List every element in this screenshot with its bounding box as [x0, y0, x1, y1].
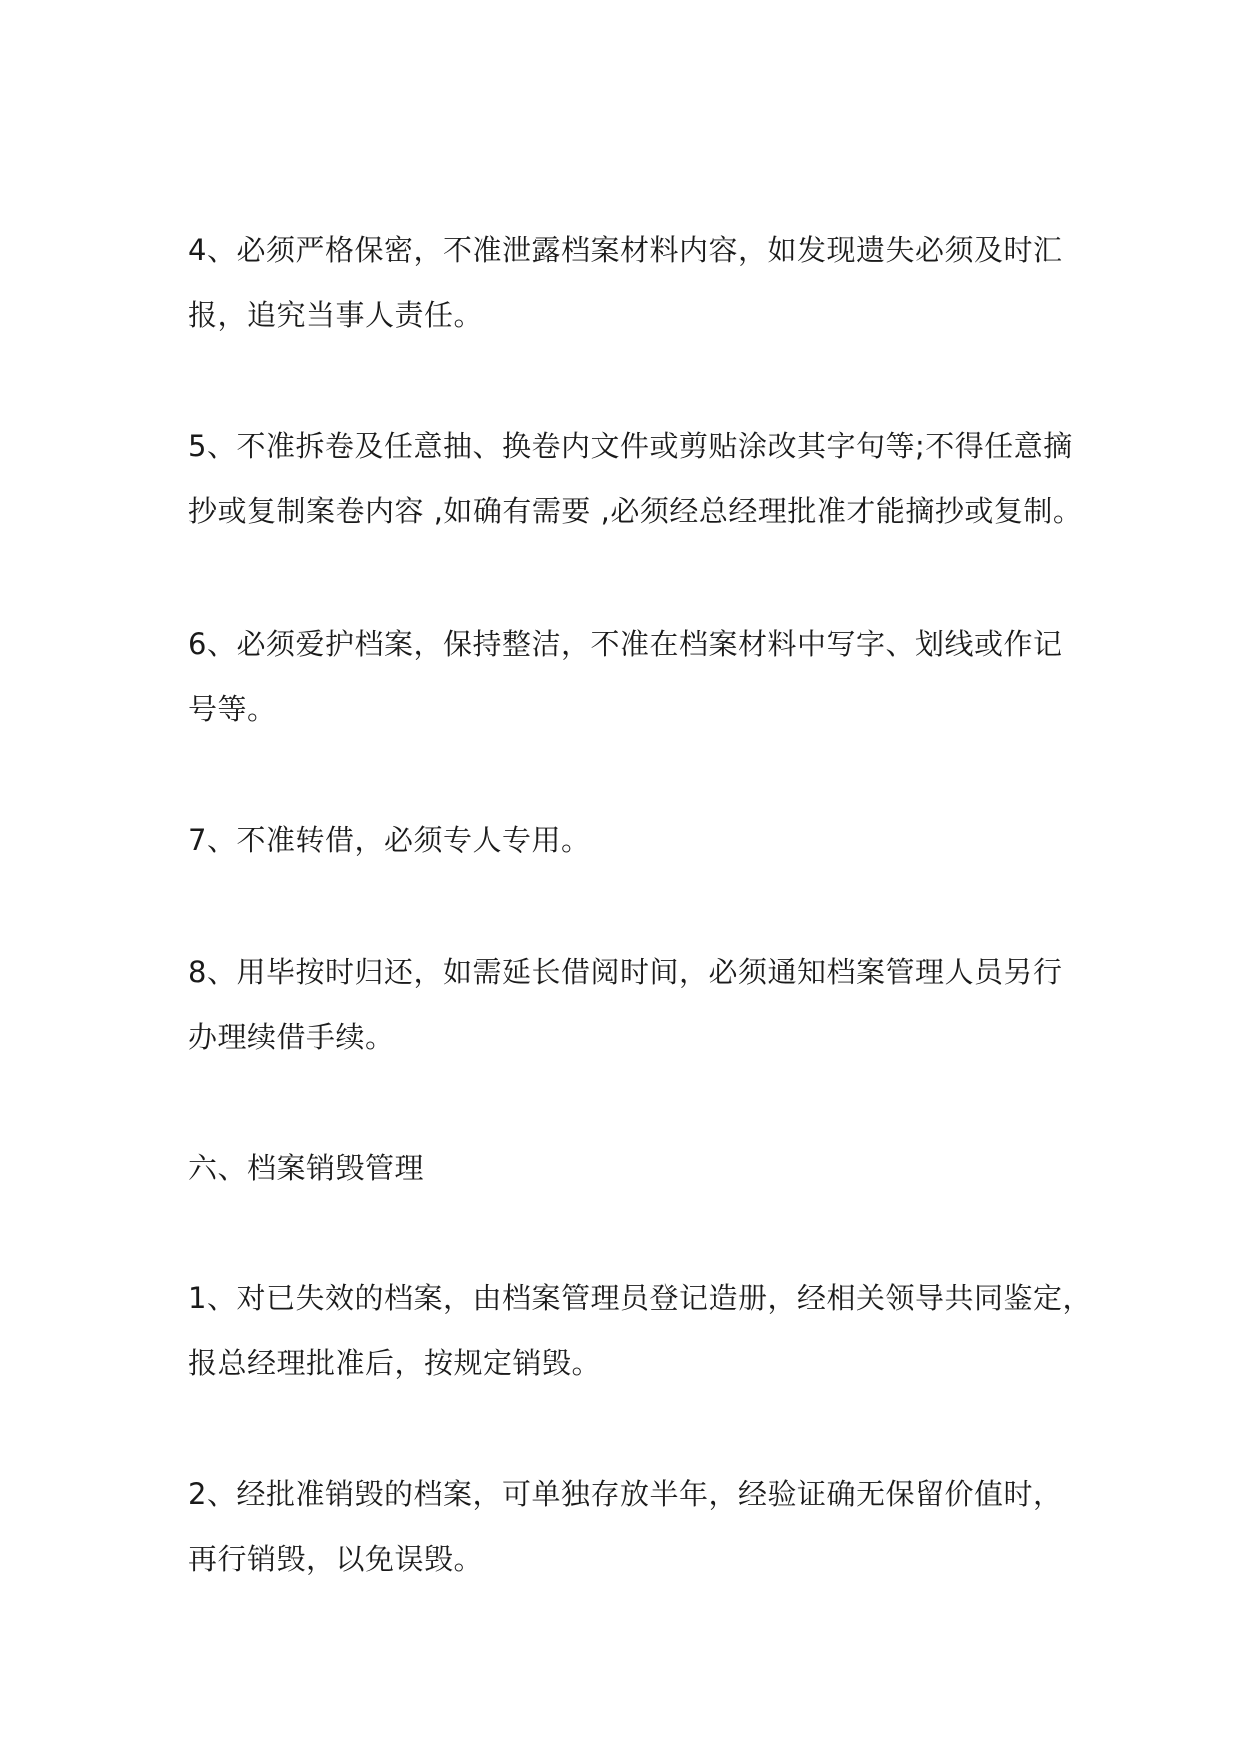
- paragraph-item-5: [188, 414, 1088, 544]
- section-item-1: [188, 1266, 1092, 1396]
- paragraph-line: 8、用毕按时归还，如需延长借阅时间，必须通知档案管理人员另行: [188, 955, 1063, 989]
- paragraph-line: 5、不准拆卷及任意抽、换卷内文件或剪贴涂改其字句等;不得任意摘: [188, 429, 1073, 463]
- paragraph-line: 抄或复制案卷内容 ,如确有需要 ,必须经总经理批准才能摘抄或复制。: [188, 494, 1083, 528]
- paragraph-line: 7、不准转借，必须专人专用。: [188, 823, 591, 857]
- paragraph-line: 再行销毁，以免误毁。: [188, 1542, 484, 1576]
- paragraph-item-4: [188, 218, 1088, 348]
- section-item-2: [188, 1462, 1088, 1592]
- paragraph-item-8: [188, 940, 1088, 1070]
- paragraph-line: 办理续借手续。: [188, 1020, 395, 1054]
- paragraph-line: 报总经理批准后，按规定销毁。: [188, 1346, 602, 1380]
- paragraph-item-7: [188, 808, 1088, 873]
- paragraph-line: 1、对已失效的档案，由档案管理员登记造册，经相关领导共同鉴定，: [188, 1281, 1092, 1315]
- section-heading: [188, 1136, 1088, 1201]
- paragraph-line: 4、必须严格保密，不准泄露档案材料内容，如发现遗失必须及时汇: [188, 233, 1063, 267]
- paragraph-line: 号等。: [188, 692, 277, 726]
- paragraph-line: 6、必须爱护档案，保持整洁，不准在档案材料中写字、划线或作记: [188, 627, 1063, 661]
- paragraph-item-6: [188, 612, 1088, 742]
- section-heading-text: 六、档案销毁管理: [188, 1151, 425, 1185]
- paragraph-line: 2、经批准销毁的档案，可单独存放半年，经验证确无保留价值时，: [188, 1477, 1063, 1511]
- paragraph-line: 报，追究当事人责任。: [188, 298, 484, 332]
